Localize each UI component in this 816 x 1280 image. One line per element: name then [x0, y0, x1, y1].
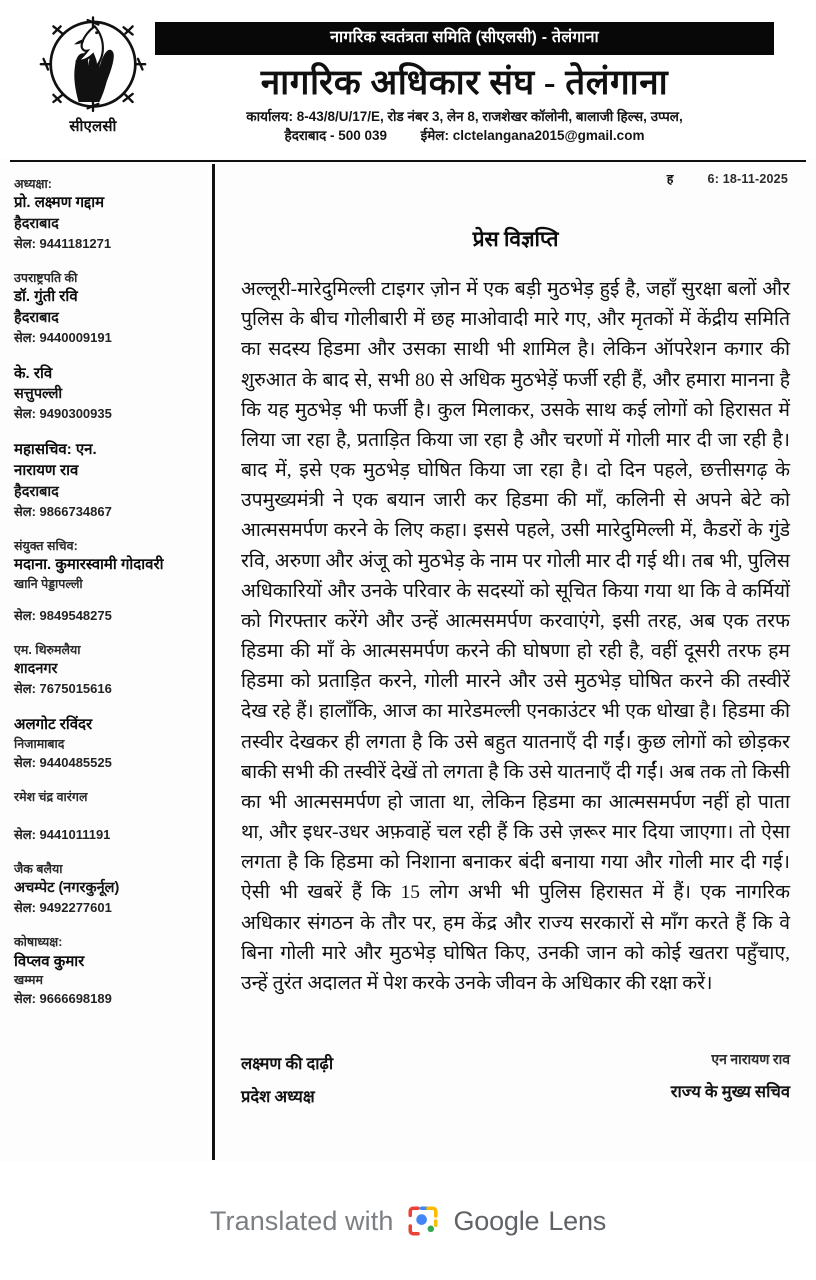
office-bearer-place: खम्मम: [14, 973, 43, 988]
date-value: 6: 18-11-2025: [707, 172, 788, 186]
organization-banner: नागरिक स्वतंत्रता समिति (सीएलसी) - तेलंगाना: [155, 22, 774, 55]
office-bearer-place: शादनगर: [14, 661, 58, 678]
office-bearer-phone: सेल: 9440009191: [14, 329, 112, 345]
date-line: [241, 170, 790, 187]
signature-right-role: राज्य के मुख्य सचिव: [670, 1082, 790, 1102]
office-bearer-phone: सेल: 9492277601: [14, 900, 112, 916]
office-bearer-role: उपराष्ट्रपति की: [14, 270, 78, 285]
office-bearer-name: अलगोट रविंदर: [14, 716, 93, 733]
date-glyph: ह: [666, 172, 674, 186]
office-bearer-name: जैक बलैया: [14, 862, 63, 877]
press-release-main: [215, 164, 816, 1160]
header-divider-rule: [10, 160, 806, 162]
office-bearer-place: हैदराबाद: [14, 483, 59, 500]
office-bearer-phone: सेल: 9849548275: [14, 607, 112, 623]
office-bearer-phone: सेल: 7675015616: [14, 681, 112, 697]
google-lens-wordmark: [453, 1206, 606, 1237]
office-bearer-phone: सेल: 9866734867: [14, 503, 112, 519]
office-bearer-entry: [14, 715, 202, 772]
office-bearer-name: डॉ. गुंती रवि: [14, 288, 78, 306]
office-bearer-entry: [14, 642, 202, 698]
office-bearer-place: अचम्पेट (नगरकुर्नूल): [14, 880, 120, 897]
letterhead-text-block: [155, 22, 774, 146]
office-bearer-role: कोषाध्यक्ष:: [14, 935, 63, 950]
office-bearer-role: महासचिव: एन.: [14, 441, 97, 459]
office-bearer-entry: [14, 789, 202, 844]
organization-name: नागरिक अधिकार संघ - तेलंगाना: [260, 62, 669, 102]
signature-block: [241, 1047, 790, 1113]
organization-address: [155, 107, 774, 146]
dove-in-barbed-wire-circle-icon: [39, 12, 147, 120]
office-bearer-place: खानि पेड्डापल्ली: [14, 576, 83, 591]
document-content: [0, 164, 816, 1160]
office-bearer-name: एम. थिरुमलैया: [14, 642, 81, 657]
office-bearer-role: संयुक्त सचिव:: [14, 538, 78, 553]
office-bearer-place: निजामाबाद: [14, 736, 65, 751]
organization-email: ईमेल: clctelangana2015@gmail.com: [420, 128, 645, 144]
google-lens-attribution: [0, 1162, 816, 1280]
signature-left-role: प्रदेश अध्यक्ष: [241, 1087, 315, 1107]
office-bearer-name: विप्लव कुमार: [14, 952, 85, 970]
logo-caption: सीएलसी: [69, 118, 117, 135]
office-bearer-entry: [14, 270, 202, 347]
office-bearer-entry: [14, 364, 202, 424]
organization-logo: [18, 12, 168, 136]
press-release-body: अल्लूरी-मारेदुमिल्ली टाइगर ज़ोन में एक बड़ी मुठभेड़ हुई है, जहाँ सुरक्षा बलों और पुलिस के बीच गोलीबारी में छह माओवादी मारे गए, और मृतकों में केंद्रीय समिति का सदस्य हिडमा और उसका साथी भी शामिल है। लेकिन ऑपरेशन कगार की शुरुआत के बाद से, सभी 80 से अधिक मुठभेड़ें फर्जी रही हैं, और हमारा मानना है कि यह मुठभेड़ भी फर्जी है। कुल मिलाकर, उसके साथ कई लोगों को हिरासत में लिया जा रहा है, प्रताड़ित किया जा रहा है और चरणों में गोली मार दी जा रही है। बाद में, इसे एक मुठभेड़ घोषित किया जा रहा है। दो दिन पहले, छत्तीसगढ़ के उपमुख्यमंत्री ने एक बयान जारी कर हिडमा की माँ, कलिनी से अपने बेटे को आत्मसमर्पण करने के लिए कहा। इससे पहले, उसी मारेदुमिल्ली में, कैडरों के गुंडे रवि, अरुणा और अंजू को मुठभेड़ के नाम पर गोली मार दी गई थी। तब भी, पुलिस अधिकारियों और उनके परिवार के सदस्यों को सूचित किया गया था कि वे कर्मियों को गिरफ्तार करेंगे और उन्हें आत्मसमर्पण करवाएंगे, इसी तरह, अब एक तरफ हिडमा की माँ के आत्मसमर्पण करने की घोषणा हो रही है, वहीं दूसरी तरफ हम हिडमा को प्रताड़ित करने, गोली मारने और उसे मुठभेड़ घोषित करने की तस्वीरें देख रहे हैं। हालाँकि, आज का मारेडमल्ली एनकाउंटर भी एक धोखा है। हिडमा की तस्वीर देखकर ही लगता है कि उसे बहुत यातनाएँ दी गईं। कुछ लोगों को छोड़कर बाकी सभी की तस्वीरें देखें तो लगता है कि उसे यातनाएँ दी गईं। अब तक तो किसी का भी आत्मसमर्पण हो जाता था, लेकिन हिडमा का आत्मसमर्पण नहीं हो पाता था, और इधर-उधर अफ़वाहें चल रही हैं कि उसे ज़रूर मार दिया जाएगा। तो ऐसा लगता है कि हिडमा को निशाना बनाकर बंदी बनाया गया और गोली मार दी गई। ऐसी भी खबरें हैं कि 15 लोग अभी भी पुलिस हिरासत में हैं। एक नागरिक अधिकार संगठन के तौर पर, हम केंद्र और राज्य सरकारों से माँग करते हैं कि वे बिना गोली मारे और मुठभेड़ घोषित किए, उनकी जान को कोई खतरा पहुँचाए, उन्हें तुरंत अदालत में पेश करके उनके जीवन के अधिकार की रक्षा करें।: [241, 279, 790, 994]
office-bearer-name: प्रो. लक्ष्मण गद्दाम: [14, 194, 105, 212]
page-title: प्रेस विज्ञप्ति: [472, 227, 559, 251]
lens-wordmark: Lens: [548, 1205, 607, 1236]
google-lens-icon: [406, 1204, 440, 1238]
office-bearers-sidebar: [0, 164, 212, 1160]
office-bearer-entry: [14, 440, 202, 520]
office-bearer-place: हैदराबाद: [14, 309, 59, 326]
office-bearer-entry: [14, 538, 202, 625]
signature-left: [241, 1047, 333, 1113]
address-line-1: कार्यालय: 8-43/8/U/17/E, रोड नंबर 3, लेन 8, राजशेखर कॉलोनी, बालाजी हिल्स, उप्पल,: [246, 108, 683, 124]
office-bearer-phone: सेल: 9490300935: [14, 406, 112, 422]
office-bearer-phone: सेल: 9441181271: [14, 235, 112, 251]
office-bearer-name: नारायण राव: [14, 462, 79, 480]
signature-right: [671, 1047, 790, 1108]
office-bearer-name: मदाना. कुमारस्वामी गोदावरी: [14, 555, 164, 573]
office-bearer-name: के. रवि: [14, 364, 53, 382]
office-bearer-phone: सेल: 9441011191: [14, 827, 111, 843]
letterhead: [0, 0, 816, 158]
office-bearer-entry: [14, 176, 202, 253]
office-bearer-place: हैदराबाद: [14, 215, 59, 232]
office-bearer-entry: [14, 861, 202, 917]
office-bearer-phone: सेल: 9666698189: [14, 991, 112, 1007]
office-bearer-name: रमेश चंद्र वारंगल: [14, 789, 88, 804]
office-bearer-place: सत्तुपल्ली: [14, 386, 63, 403]
office-bearer-phone: सेल: 9440485525: [14, 754, 112, 770]
office-bearer-role: अध्यक्षा:: [14, 177, 52, 191]
signature-right-name: एन नारायण राव: [711, 1053, 790, 1069]
office-bearer-entry: [14, 934, 202, 1008]
signature-left-name: लक्ष्मण की दाढ़ी: [241, 1054, 334, 1074]
google-wordmark: Google: [453, 1205, 540, 1236]
address-city: हैदराबाद - 500 039: [284, 128, 388, 144]
translated-with-label: Translated with: [209, 1205, 394, 1236]
